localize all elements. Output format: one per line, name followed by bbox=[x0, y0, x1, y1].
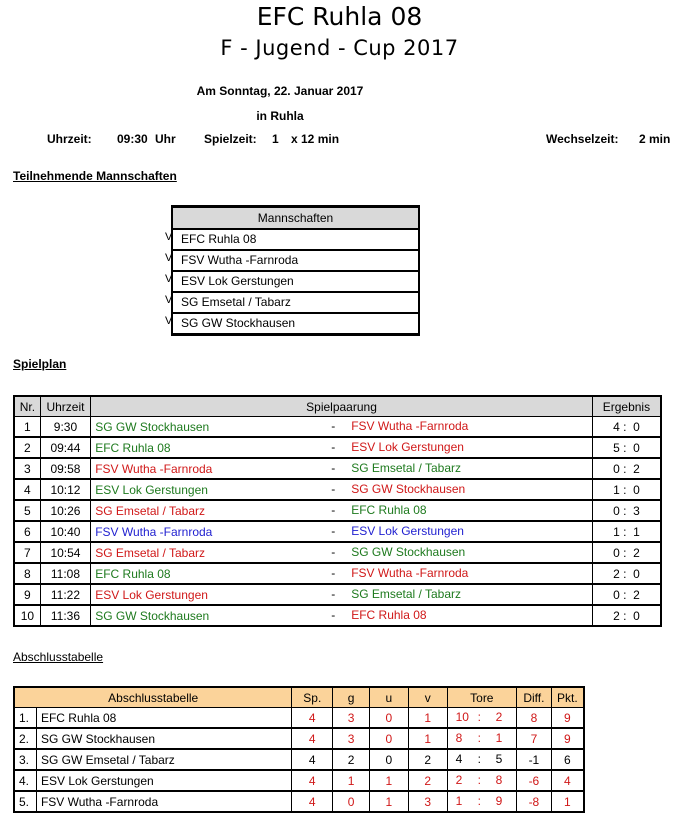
home-team: SG Emsetal / Tabarz bbox=[95, 545, 206, 560]
pairing-separator: - bbox=[331, 524, 336, 538]
tore-colon: : bbox=[477, 794, 481, 808]
match-result: 2 : 0 bbox=[592, 605, 661, 626]
col-nr: Nr. bbox=[14, 396, 40, 417]
match-row bbox=[14, 584, 661, 605]
standing-diff: 8 bbox=[517, 708, 552, 729]
match-nr: 1 bbox=[14, 417, 40, 438]
match-row bbox=[14, 458, 661, 479]
standing-row bbox=[14, 791, 584, 812]
spielplan-header-row bbox=[14, 396, 661, 417]
tore-ta: 2 bbox=[495, 710, 503, 724]
match-result: 0 : 3 bbox=[592, 500, 661, 521]
match-row bbox=[14, 521, 661, 542]
col-tore: Tore bbox=[447, 687, 516, 708]
uhrzeit-value: 09:30 bbox=[117, 132, 148, 146]
uhrzeit-label: Uhrzeit: bbox=[47, 132, 92, 146]
match-result: 4 : 0 bbox=[592, 417, 661, 438]
tore-ta: 5 bbox=[495, 752, 503, 766]
standing-g: 3 bbox=[333, 728, 370, 749]
standing-v: 2 bbox=[408, 770, 447, 791]
away-team: EFC Ruhla 08 bbox=[351, 503, 427, 517]
match-time: 09:44 bbox=[40, 437, 90, 458]
col-sp: Sp. bbox=[292, 687, 333, 708]
tore-tf: 8 bbox=[455, 731, 463, 745]
pairing-separator: - bbox=[331, 440, 336, 454]
away-team: ESV Lok Gerstungen bbox=[351, 524, 464, 538]
standing-pkt: 1 bbox=[551, 791, 584, 812]
standing-sp: 4 bbox=[292, 770, 333, 791]
standing-v: 3 bbox=[408, 791, 447, 812]
match-result: 2 : 0 bbox=[592, 563, 661, 584]
spielplan-heading: Spielplan bbox=[13, 357, 67, 371]
team-mark: V bbox=[165, 294, 173, 306]
match-time: 10:54 bbox=[40, 542, 90, 563]
away-team: FSV Wutha -Farnroda bbox=[351, 419, 469, 433]
match-result: 0 : 2 bbox=[592, 584, 661, 605]
standing-row bbox=[14, 770, 584, 791]
standing-pos: 1. bbox=[14, 708, 36, 729]
match-result: 1 : 0 bbox=[592, 479, 661, 500]
match-result: 1 : 1 bbox=[592, 521, 661, 542]
tore-colon: : bbox=[477, 752, 481, 766]
match-pairing bbox=[91, 542, 593, 563]
match-nr: 5 bbox=[14, 500, 40, 521]
away-team: ESV Lok Gerstungen bbox=[351, 440, 464, 454]
match-nr: 8 bbox=[14, 563, 40, 584]
match-pairing bbox=[91, 437, 593, 458]
pairing-separator: - bbox=[331, 482, 336, 496]
standing-u: 1 bbox=[369, 791, 408, 812]
teams-heading: Teilnehmende Mannschaften bbox=[13, 169, 177, 183]
page-title: EFC Ruhla 08 bbox=[256, 2, 423, 31]
standing-team: SG GW Stockhausen bbox=[36, 728, 291, 749]
home-team: FSV Wutha -Farnroda bbox=[95, 524, 213, 539]
match-time: 11:36 bbox=[40, 605, 90, 626]
col-ergebnis: Ergebnis bbox=[592, 396, 661, 417]
standing-row bbox=[14, 728, 584, 749]
match-pairing bbox=[91, 521, 593, 542]
standing-v: 2 bbox=[408, 749, 447, 770]
standing-sp: 4 bbox=[292, 791, 333, 812]
standing-pkt: 9 bbox=[551, 728, 584, 749]
abschluss-header-row bbox=[14, 687, 584, 708]
wechselzeit-label: Wechselzeit: bbox=[546, 132, 619, 146]
match-result: 0 : 2 bbox=[592, 542, 661, 563]
team-row: EFC Ruhla 08 bbox=[173, 230, 418, 251]
standing-tore bbox=[447, 791, 516, 812]
match-pairing bbox=[91, 563, 593, 584]
standing-pkt: 4 bbox=[551, 770, 584, 791]
standing-team: SG GW Emsetal / Tabarz bbox=[36, 749, 291, 770]
standing-u: 0 bbox=[369, 728, 408, 749]
team-row: FSV Wutha -Farnroda bbox=[173, 251, 418, 272]
match-nr: 10 bbox=[14, 605, 40, 626]
col-spielpaarung: Spielpaarung bbox=[91, 396, 593, 417]
tore-tf: 2 bbox=[455, 773, 463, 787]
abschluss-table bbox=[13, 686, 585, 813]
match-time: 11:08 bbox=[40, 563, 90, 584]
match-pairing bbox=[91, 605, 593, 626]
standing-pkt: 9 bbox=[551, 708, 584, 729]
standing-g: 3 bbox=[333, 708, 370, 729]
standing-pos: 4. bbox=[14, 770, 36, 791]
pairing-separator: - bbox=[331, 545, 336, 559]
tore-ta: 1 bbox=[495, 731, 503, 745]
col-diff: Diff. bbox=[517, 687, 552, 708]
standing-pkt: 6 bbox=[551, 749, 584, 770]
teams-header: Mannschaften bbox=[173, 208, 418, 230]
away-team: SG GW Stockhausen bbox=[351, 545, 466, 559]
col-u: u bbox=[369, 687, 408, 708]
home-team: EFC Ruhla 08 bbox=[95, 566, 171, 581]
team-row: SG Emsetal / Tabarz bbox=[173, 293, 418, 314]
match-row bbox=[14, 437, 661, 458]
col-g: g bbox=[333, 687, 370, 708]
home-team: SG GW Stockhausen bbox=[95, 419, 210, 434]
home-team: SG Emsetal / Tabarz bbox=[95, 503, 206, 518]
match-row bbox=[14, 479, 661, 500]
tore-tf: 4 bbox=[455, 752, 463, 766]
team-row: SG GW Stockhausen bbox=[181, 316, 296, 330]
pairing-separator: - bbox=[331, 419, 336, 433]
spielplan-table bbox=[13, 395, 662, 627]
match-nr: 4 bbox=[14, 479, 40, 500]
col-abschluss: Abschlusstabelle bbox=[14, 687, 292, 708]
page-subtitle: F - Jugend - Cup 2017 bbox=[220, 36, 459, 60]
standing-u: 0 bbox=[369, 749, 408, 770]
standing-pos: 2. bbox=[14, 728, 36, 749]
tore-ta: 8 bbox=[495, 773, 503, 787]
match-nr: 3 bbox=[14, 458, 40, 479]
col-uhrzeit: Uhrzeit bbox=[40, 396, 90, 417]
team-row: ESV Lok Gerstungen bbox=[173, 272, 418, 293]
event-place: in Ruhla bbox=[256, 109, 304, 123]
home-team: ESV Lok Gerstungen bbox=[95, 482, 208, 497]
pairing-separator: - bbox=[331, 608, 336, 622]
standing-sp: 4 bbox=[292, 749, 333, 770]
abschluss-heading: Abschlusstabelle bbox=[13, 650, 104, 664]
match-time: 10:40 bbox=[40, 521, 90, 542]
teams-box bbox=[171, 205, 420, 336]
match-time: 11:22 bbox=[40, 584, 90, 605]
wechselzeit-value: 2 min bbox=[639, 132, 671, 146]
standing-g: 0 bbox=[333, 791, 370, 812]
col-v: v bbox=[408, 687, 447, 708]
match-result: 5 : 0 bbox=[592, 437, 661, 458]
standing-sp: 4 bbox=[292, 708, 333, 729]
standing-diff: 7 bbox=[517, 728, 552, 749]
standing-tore bbox=[447, 728, 516, 749]
home-team: FSV Wutha -Farnroda bbox=[95, 461, 213, 476]
away-team: SG Emsetal / Tabarz bbox=[351, 461, 462, 475]
pairing-separator: - bbox=[331, 503, 336, 517]
standing-v: 1 bbox=[408, 728, 447, 749]
standing-team: ESV Lok Gerstungen bbox=[36, 770, 291, 791]
match-pairing bbox=[91, 479, 593, 500]
match-pairing bbox=[91, 500, 593, 521]
standing-diff: -8 bbox=[517, 791, 552, 812]
home-team: SG GW Stockhausen bbox=[95, 608, 210, 623]
pairing-separator: - bbox=[331, 461, 336, 475]
spielzeit-label: Spielzeit: bbox=[204, 132, 257, 146]
team-mark: V bbox=[165, 231, 173, 243]
match-row bbox=[14, 500, 661, 521]
standing-diff: -1 bbox=[517, 749, 552, 770]
match-pairing bbox=[91, 458, 593, 479]
standing-v: 1 bbox=[408, 708, 447, 729]
standing-u: 0 bbox=[369, 708, 408, 729]
uhrzeit-unit: Uhr bbox=[155, 132, 176, 146]
match-row bbox=[14, 563, 661, 584]
match-row bbox=[14, 417, 661, 438]
standing-tore bbox=[447, 749, 516, 770]
col-pkt: Pkt. bbox=[551, 687, 584, 708]
match-time: 10:12 bbox=[40, 479, 90, 500]
standing-tore bbox=[447, 708, 516, 729]
tore-colon: : bbox=[477, 773, 481, 787]
tore-ta: 9 bbox=[495, 794, 503, 808]
match-nr: 7 bbox=[14, 542, 40, 563]
team-mark: V bbox=[165, 315, 173, 327]
match-time: 10:26 bbox=[40, 500, 90, 521]
home-team: ESV Lok Gerstungen bbox=[95, 587, 208, 602]
away-team: EFC Ruhla 08 bbox=[351, 608, 427, 622]
tore-tf: 1 bbox=[455, 794, 463, 808]
away-team: SG GW Stockhausen bbox=[351, 482, 466, 496]
away-team: FSV Wutha -Farnroda bbox=[351, 566, 469, 580]
standing-pos: 3. bbox=[14, 749, 36, 770]
standing-g: 2 bbox=[333, 749, 370, 770]
tore-colon: : bbox=[477, 731, 481, 745]
match-row bbox=[14, 542, 661, 563]
standing-pos: 5. bbox=[14, 791, 36, 812]
match-nr: 9 bbox=[14, 584, 40, 605]
standing-u: 1 bbox=[369, 770, 408, 791]
standing-tore bbox=[447, 770, 516, 791]
spielzeit-unit: x 12 min bbox=[291, 132, 340, 146]
match-nr: 2 bbox=[14, 437, 40, 458]
match-pairing bbox=[91, 417, 593, 438]
team-mark: V bbox=[165, 273, 173, 285]
away-team: SG Emsetal / Tabarz bbox=[351, 587, 462, 601]
pairing-separator: - bbox=[331, 587, 336, 601]
standing-row bbox=[14, 749, 584, 770]
spielzeit-value: 1 bbox=[272, 132, 279, 146]
standing-sp: 4 bbox=[292, 728, 333, 749]
match-time: 09:58 bbox=[40, 458, 90, 479]
event-date: Am Sonntag, 22. Januar 2017 bbox=[196, 84, 364, 98]
standing-diff: -6 bbox=[517, 770, 552, 791]
match-row bbox=[14, 605, 661, 626]
match-result: 0 : 2 bbox=[592, 458, 661, 479]
standing-team: FSV Wutha -Farnroda bbox=[36, 791, 291, 812]
tore-tf: 10 bbox=[455, 710, 469, 724]
standing-team: EFC Ruhla 08 bbox=[36, 708, 291, 729]
tore-colon: : bbox=[477, 710, 481, 724]
pairing-separator: - bbox=[331, 566, 336, 580]
standing-g: 1 bbox=[333, 770, 370, 791]
match-time: 9:30 bbox=[40, 417, 90, 438]
home-team: EFC Ruhla 08 bbox=[95, 440, 171, 455]
team-mark: V bbox=[165, 252, 173, 264]
standing-row bbox=[14, 708, 584, 729]
match-nr: 6 bbox=[14, 521, 40, 542]
match-pairing bbox=[91, 584, 593, 605]
